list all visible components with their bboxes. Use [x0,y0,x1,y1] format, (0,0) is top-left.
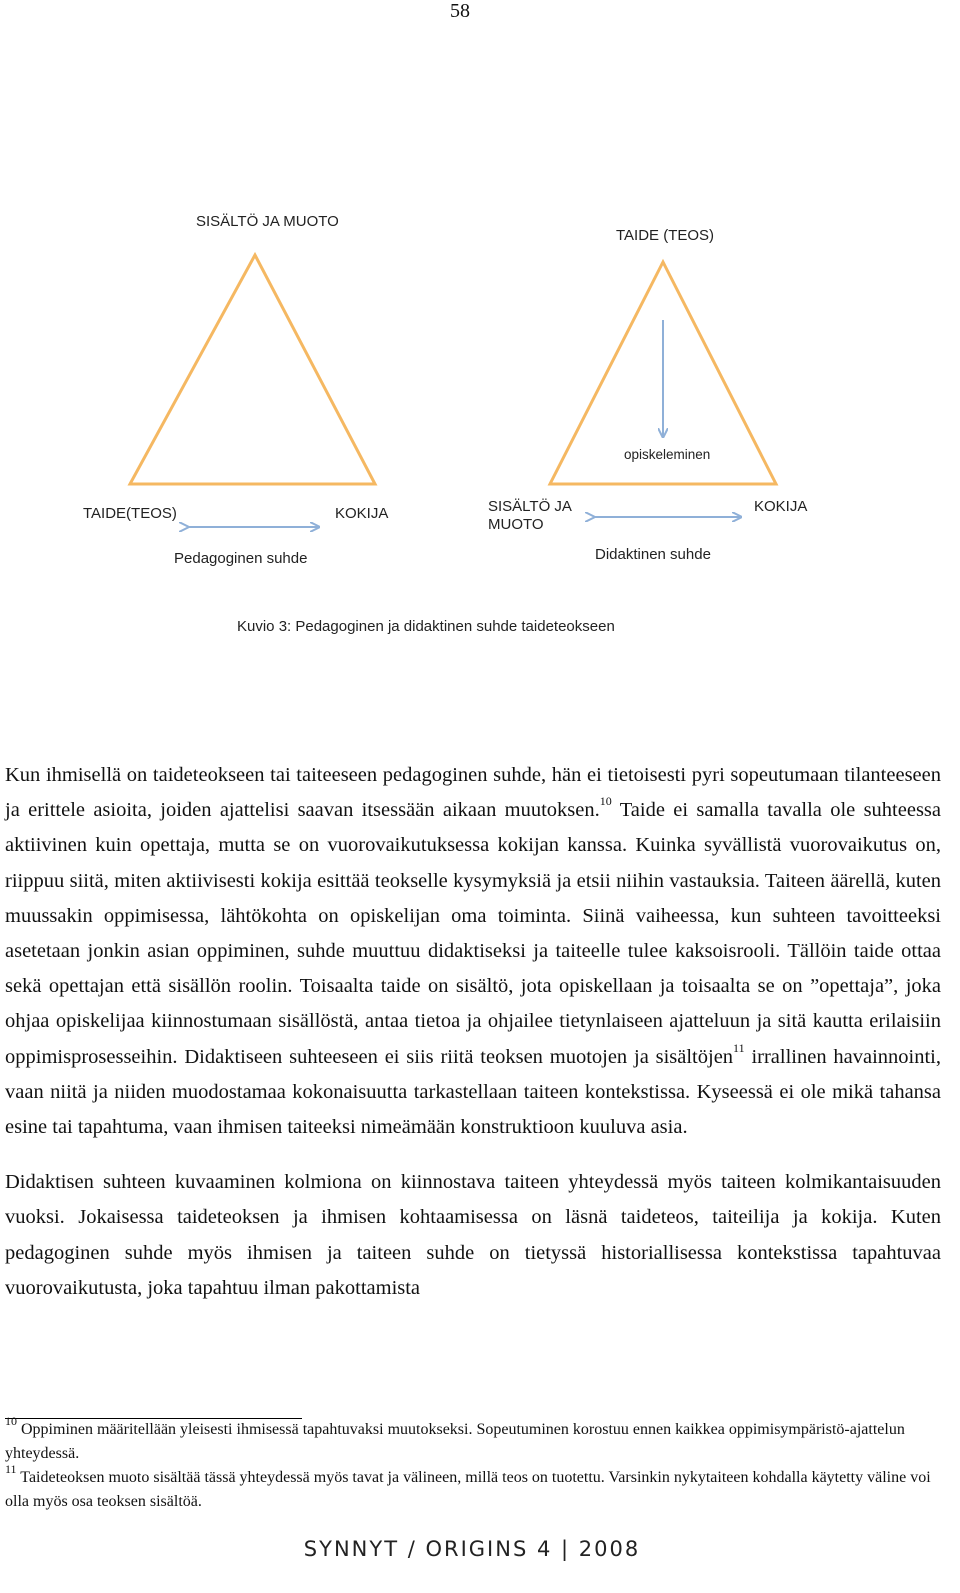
figure-caption: Kuvio 3: Pedagoginen ja didaktinen suhde taideteokseen [237,618,615,635]
left-left-label: TAIDE(TEOS) [83,505,177,522]
page-number: 58 [450,0,470,22]
didactic-relation-label: Didaktinen suhde [595,546,711,563]
right-right-label: KOKIJA [754,498,808,515]
paragraph-2: Didaktisen suhteen kuvaaminen kolmiona on kiinnostava taiteen yhteydessä myös taiteen kolmikantaisuuden vuoksi. Jokaisessa taideteoksen ja ihmisen kohtaamisessa on läsnä taideteos, taiteilija ja kokija. Kuten pedagoginen suhde myös ihmisen ja taiteen suhde on tietyssä historiallisessa kontekstissa tapahtuvaa vuorovaikutusta, joka tapahtuu ilman pakottamista [5,1171,941,1299]
right-left-label-2: MUOTO [488,516,544,533]
paragraph-1: Kun ihmisellä on taideteokseen tai taiteeseen pedagoginen suhde, hän ei tietoisesti pyri sopeutumaan tilanteeseen ja erittele asioita, joiden ajattelisi saavan itsessään aikaan muutoksen.$^{10}$ Taide ei samalla tavalla ole suhteessa aktiivinen kuin opettaja, mutta se on vuorovaikutuksessa kokijan kanssa. Kuinka syvällistä vuorovaikutus on, riippuu siitä, miten aktiivisesti kokija esittää teokselle kysymyksiä ja etsii niihin vastauksia. Taiteen äärellä, kuten muussakin oppimisessa, lähtökohta on opiskelijan oma toiminta. Siinä vaiheessa, kun suhteen tavoitteeksi asetetaan jonkin asian oppiminen, suhde muuttuu didaktiseksi ja taiteelle tulee kaksoisrooli. Tällöin taide ottaa sekä opettajan että sisällön roolin. Toisaalta taide on sisältö, jota opiskellaan ja toisaalta se on ”opettaja”, joka ohjaa opiskelijaa kiinnostumaan sisällöstä, antaa tietoa ja ohjailee tietynlaiseen ajatteluun ja sitä kautta erilaisiin oppimisprosesseihin. Didaktiseen suhteeseen ei siis riitä teoksen muotojen ja sisältöjen$^{11}$ irrallinen havainnointi, vaan niitä ja niiden muodostamaa kokonaisuutta tarkastellaan taiteen kontekstissa. Kyseessä ei ole mikä tahansa esine tai tapahtuma, vaan ihmisen taiteeksi nimeämään konstruktioon kuuluva asia. [5,764,941,1139]
footnote: $^{11}$ Taideteoksen muoto sisältää tässä yhteydessä myös tavat ja välineen, millä teos on tuotettu. Varsinkin nykytaiteen kohdalla käytetty väline voi olla myös osa teoksen sisältöä. [5,1461,931,1510]
footnote: $^{10}$ Oppiminen määritellään yleisesti ihmisessä tapahtuvaksi muutokseksi. Sopeutuminen korostuu ennen kaikkea oppimisympäristö-ajattelun yhteydessä. [5,1413,905,1462]
right-inner-label: opiskeleminen [624,447,711,462]
pedagogical-triangle [130,255,375,484]
left-right-label: KOKIJA [335,505,389,522]
pedagogical-relation-label: Pedagoginen suhde [174,550,308,567]
footnote-ref-10[interactable]: 10 [599,794,612,809]
right-top-label: TAIDE (TEOS) [616,227,715,244]
left-top-label: SISÄLTÖ JA MUOTO [196,213,339,230]
footnote-ref-11[interactable]: 11 [733,1040,745,1055]
body-text [5,758,941,1306]
right-left-label-1: SISÄLTÖ JA [488,498,572,515]
figure-relations [0,0,960,700]
journal-footer: SYNNYT / ORIGINS 4 | 2008 [303,1537,641,1561]
footnotes [5,1413,941,1514]
